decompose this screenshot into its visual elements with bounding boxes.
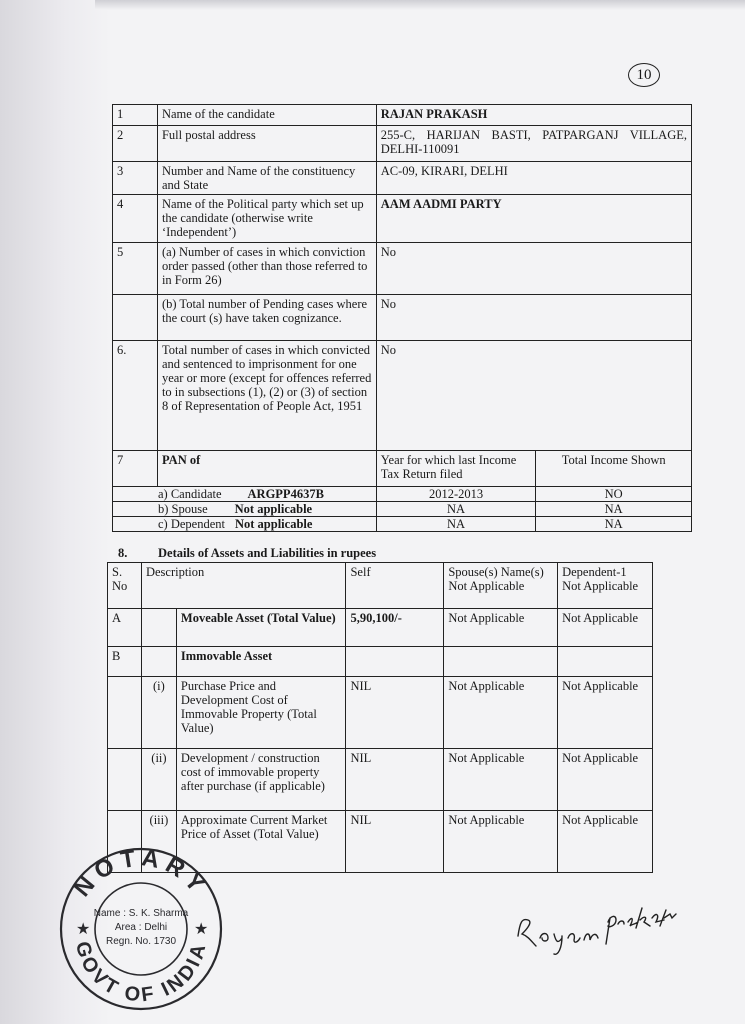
pan-who: a) Candidate [158, 487, 222, 501]
pan-year: NA [376, 502, 536, 517]
row-label: Full postal address [157, 126, 376, 162]
table-row [108, 677, 653, 749]
pan-number: Not applicable [234, 517, 313, 531]
pan-year: 2012-2013 [376, 487, 536, 502]
pan-label: PAN of [157, 451, 376, 487]
sub-row-number: (i) [141, 677, 176, 749]
section-title: Details of Assets and Liabilities in rupees [158, 546, 377, 560]
table-row [113, 243, 692, 295]
conviction-cases-value: No [376, 243, 691, 295]
row-label: Number and Name of the constituency and State [157, 162, 376, 195]
section-number: 8. [118, 546, 128, 560]
political-party: AAM AADMI PARTY [376, 195, 691, 243]
sub-row-desc: Development / construction cost of immovable property after purchase (if applicable) [176, 749, 346, 811]
movable-asset-dependent: Not Applicable [558, 609, 653, 647]
row-number: A [108, 609, 142, 647]
candidate-name: RAJAN PRAKASH [376, 105, 691, 126]
pan-who: c) Dependent [158, 517, 225, 531]
table-row [113, 162, 692, 195]
header-dependent: Dependent-1 Not Applicable [558, 563, 653, 609]
sub-row-self: NIL [346, 811, 444, 873]
spacer-cell [141, 647, 176, 677]
pan-year: NA [376, 517, 536, 532]
pan-income: NA [536, 502, 692, 517]
notary-seal [58, 846, 224, 1012]
header-sno: S. No [108, 563, 142, 609]
row-label: (a) Number of cases in which conviction order passed (other than those referred to in Form 26) [157, 243, 376, 295]
sub-row-spouse: Not Applicable [444, 811, 558, 873]
pan-number: Not applicable [234, 502, 313, 516]
seal-regn: Regn. No. 1730 [105, 936, 177, 947]
row-number: 6. [113, 341, 158, 451]
row-number: B [108, 647, 142, 677]
sub-row-dependent: Not Applicable [558, 811, 653, 873]
row-label: Total number of cases in which convicted and sentenced to imprisonment for one year or more (except for offences referred to in subsections (1), (2) or (3) of section 8 of Representation of People Act, 1951 [157, 341, 376, 451]
constituency: AC-09, KIRARI, DELHI [376, 162, 691, 195]
movable-asset-spouse: Not Applicable [444, 609, 558, 647]
sub-row-spouse: Not Applicable [444, 749, 558, 811]
seal-bottom-text: GOVT OF INDIA [70, 939, 212, 1007]
sentenced-cases-value: No [376, 341, 691, 451]
table-row [113, 295, 692, 341]
empty-cell [444, 647, 558, 677]
sub-row-desc: Purchase Price and Development Cost of Immovable Property (Total Value) [176, 677, 346, 749]
star-icon: ★ [194, 921, 209, 938]
pan-row-label [113, 517, 377, 532]
pan-row [113, 487, 692, 502]
pan-income: NO [536, 487, 692, 502]
empty-cell [346, 647, 444, 677]
sub-row-desc: Approximate Current Market Price of Asset (Total Value) [176, 811, 346, 873]
sub-row-number: (ii) [141, 749, 176, 811]
pan-who: b) Spouse [158, 502, 208, 516]
row-number: 4 [113, 195, 158, 243]
table-row [108, 647, 653, 677]
page-number: 10 [628, 63, 660, 87]
immovable-asset-label: Immovable Asset [176, 647, 346, 677]
seal-name: Name : S. K. Sharma [93, 908, 189, 919]
pan-row-label [113, 487, 377, 502]
pan-col-year: Year for which last Income Tax Return filed [376, 451, 536, 487]
header-spouse: Spouse(s) Name(s) Not Applicable [444, 563, 558, 609]
candidate-details-table [112, 104, 692, 532]
movable-asset-self: 5,90,100/- [346, 609, 444, 647]
row-number: 1 [113, 105, 158, 126]
sub-row-number: (iii) [141, 811, 176, 873]
postal-address: 255-C, HARIJAN BASTI, PATPARGANJ VILLAGE, DELHI-110091 [376, 126, 691, 162]
pending-cases-value: No [376, 295, 691, 341]
page-top-edge [95, 0, 745, 10]
pan-header-row [113, 451, 692, 487]
sub-row-spouse: Not Applicable [444, 677, 558, 749]
header-self: Self [346, 563, 444, 609]
row-number [113, 295, 158, 341]
header-description: Description [141, 563, 346, 609]
empty-cell [558, 647, 653, 677]
table-row [108, 609, 653, 647]
assets-table [107, 562, 653, 873]
pan-row [113, 517, 692, 532]
row-number: 7 [113, 451, 158, 487]
pan-row [113, 502, 692, 517]
signature [512, 892, 682, 962]
table-row [108, 749, 653, 811]
table-row [113, 195, 692, 243]
row-number: 2 [113, 126, 158, 162]
table-row [113, 126, 692, 162]
pan-row-label [113, 502, 377, 517]
empty-cell [108, 677, 142, 749]
sub-row-dependent: Not Applicable [558, 749, 653, 811]
seal-top-text: NOTARY [68, 846, 214, 902]
row-label: Name of the candidate [157, 105, 376, 126]
sub-row-self: NIL [346, 749, 444, 811]
sub-row-dependent: Not Applicable [558, 677, 653, 749]
assets-header-row [108, 563, 653, 609]
row-number: 3 [113, 162, 158, 195]
row-label: Name of the Political party which set up the candidate (otherwise write ‘Independent’) [157, 195, 376, 243]
pan-income: NA [536, 517, 692, 532]
empty-cell [108, 749, 142, 811]
movable-asset-label: Moveable Asset (Total Value) [176, 609, 346, 647]
seal-area: Area : Delhi [114, 922, 168, 933]
section-8-heading [118, 546, 376, 561]
row-label: (b) Total number of Pending cases where the court (s) have taken cognizance. [157, 295, 376, 341]
table-row [113, 341, 692, 451]
star-icon: ★ [76, 921, 91, 938]
pan-col-income: Total Income Shown [536, 451, 692, 487]
table-row [113, 105, 692, 126]
sub-row-self: NIL [346, 677, 444, 749]
spacer-cell [141, 609, 176, 647]
pan-number: ARGPP4637B [247, 487, 324, 501]
row-number: 5 [113, 243, 158, 295]
